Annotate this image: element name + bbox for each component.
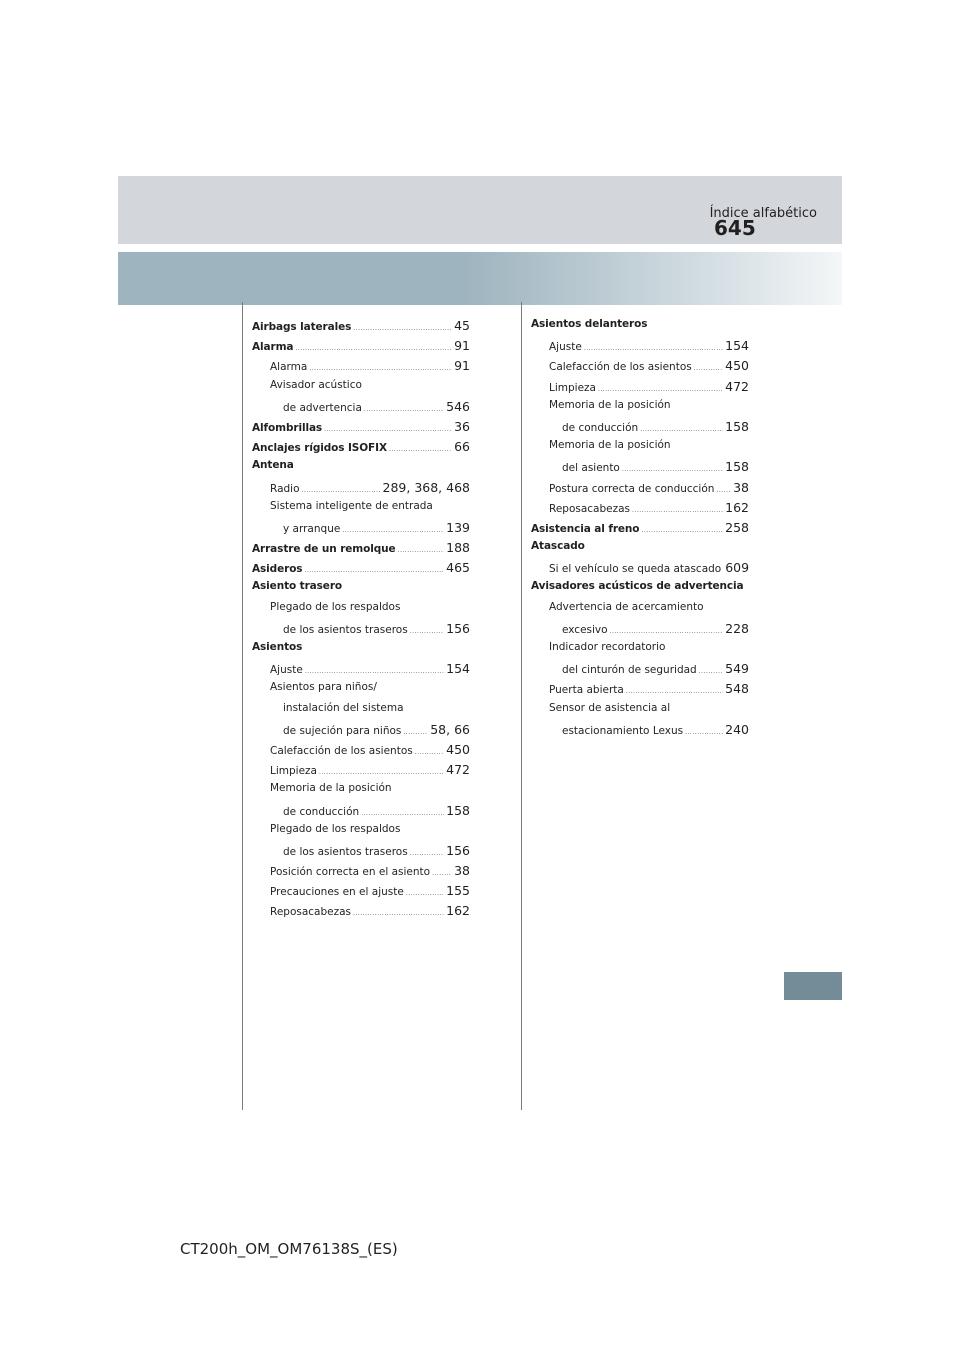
index-entry-label: Ajuste — [549, 341, 582, 354]
index-entry-label: Ajuste — [270, 664, 303, 677]
index-entry-page: 546 — [446, 398, 470, 414]
index-entry — [531, 399, 749, 419]
dot-leader — [406, 890, 444, 897]
index-entry — [252, 580, 470, 600]
index-entry-label: Radio — [270, 482, 300, 495]
index-entry — [531, 379, 749, 399]
index-entry — [252, 540, 470, 560]
index-entry-label: Precauciones en el ajuste — [270, 886, 404, 899]
index-entry-page: 38 — [454, 863, 470, 879]
index-entry — [531, 641, 749, 661]
dot-leader — [640, 426, 723, 433]
index-entry-page: 139 — [446, 519, 470, 535]
index-entry-label: de advertencia — [283, 401, 362, 414]
index-entry — [531, 661, 749, 681]
index-entry-page: 188 — [446, 540, 470, 556]
index-entry-label: Advertencia de acercamiento — [549, 600, 704, 613]
index-entry — [531, 459, 749, 479]
index-column-right — [531, 318, 749, 742]
index-entry-label: Si el vehículo se queda atascado — [549, 563, 722, 576]
index-entry — [252, 500, 470, 520]
index-entry — [252, 823, 470, 843]
index-entry-label: Plegado de los respaldos — [270, 600, 401, 613]
index-entry-page: 154 — [446, 661, 470, 677]
index-entry-label: Airbags laterales — [252, 321, 352, 333]
index-entry-label: Limpieza — [549, 381, 596, 394]
index-entry — [252, 641, 470, 661]
index-entry — [531, 480, 749, 500]
index-entry-page: 548 — [725, 681, 749, 697]
index-entry — [531, 500, 749, 520]
index-entry — [252, 520, 470, 540]
index-entry-page: 549 — [725, 661, 749, 677]
index-entry — [531, 580, 749, 600]
index-entry — [252, 480, 470, 500]
dot-leader — [353, 325, 452, 332]
index-entry-label: Calefacción de los asientos — [270, 744, 413, 757]
index-entry-label: Atascado — [531, 540, 585, 553]
index-entry-label: de conducción — [562, 421, 639, 434]
index-entry — [252, 621, 470, 641]
dot-leader — [319, 769, 444, 776]
index-entry-label: estacionamiento Lexus — [562, 724, 684, 737]
header-title: Índice alfabético — [709, 206, 817, 221]
index-entry — [531, 318, 749, 338]
index-entry-label: y arranque — [283, 522, 341, 535]
index-entry-label: Reposacabezas — [549, 502, 631, 515]
index-entry-page: 472 — [725, 378, 749, 394]
index-entry-label: Asientos — [252, 641, 303, 653]
index-entry-page: 156 — [446, 842, 470, 858]
index-entry-label: de conducción — [283, 805, 360, 818]
index-entry-page: 472 — [446, 762, 470, 778]
index-entry-label: Avisador acústico — [270, 378, 362, 391]
dot-leader — [403, 729, 428, 736]
dot-leader — [389, 446, 452, 453]
index-entry-label: del cinturón de seguridad — [562, 664, 697, 677]
dot-leader — [632, 507, 723, 514]
index-entry — [252, 863, 470, 883]
dot-leader — [598, 386, 723, 393]
index-entry-label: de los asientos traseros — [283, 845, 408, 858]
index-entry-label: Alfombrillas — [252, 421, 323, 434]
index-entry — [252, 883, 470, 903]
dot-leader — [342, 527, 444, 534]
index-entry — [531, 419, 749, 439]
index-entry-label: Calefacción de los asientos — [549, 361, 692, 374]
index-entry — [531, 722, 749, 742]
index-entry-label: Indicador recordatorio — [549, 641, 666, 653]
dot-leader — [304, 567, 444, 574]
index-entry — [252, 681, 470, 701]
index-entry — [252, 439, 470, 459]
index-entry-page: 450 — [446, 741, 470, 757]
index-entry — [252, 338, 470, 358]
index-entry — [252, 843, 470, 863]
index-entry-page: 58, 66 — [430, 721, 470, 737]
index-entry — [252, 601, 470, 621]
index-entry — [252, 803, 470, 823]
index-entry — [252, 742, 470, 762]
index-entry-page: 228 — [725, 620, 749, 636]
index-entry — [252, 782, 470, 802]
dot-leader — [410, 850, 444, 857]
index-entry-label: Memoria de la posición — [270, 782, 392, 795]
index-entry — [531, 520, 749, 540]
index-entry-page: 158 — [725, 459, 749, 475]
index-entry-label: Memoria de la posición — [549, 439, 671, 452]
index-entry-label: Reposacabezas — [270, 906, 352, 919]
index-entry-label: Asientos delanteros — [531, 318, 648, 330]
index-entry-page: 36 — [454, 418, 470, 434]
dot-leader — [610, 628, 724, 635]
index-entry — [252, 661, 470, 681]
index-entry-page: 158 — [725, 418, 749, 434]
index-entry — [252, 358, 470, 378]
index-entry-label: de los asientos traseros — [283, 623, 408, 636]
dot-leader — [432, 870, 452, 877]
index-entry-page: 45 — [454, 318, 470, 333]
decorative-band — [118, 252, 842, 305]
dot-leader — [324, 426, 452, 433]
index-entry-page: 156 — [446, 620, 470, 636]
dot-leader — [398, 547, 445, 554]
index-entry-label: Sensor de asistencia al — [549, 701, 671, 714]
index-entry-label: Asistencia al freno — [531, 522, 640, 535]
index-entry-page: 465 — [446, 560, 470, 576]
index-entry — [252, 318, 470, 338]
column-divider-right — [521, 302, 522, 1110]
index-entry — [531, 439, 749, 459]
document-code: CT200h_OM_OM76138S_(ES) — [180, 1240, 398, 1258]
index-entry-page: 155 — [446, 883, 470, 899]
index-entry-page: 91 — [454, 358, 470, 374]
dot-leader — [685, 729, 723, 736]
dot-leader — [584, 345, 723, 352]
index-entry-label: del asiento — [562, 462, 620, 475]
index-entry — [252, 419, 470, 439]
index-entry-label: instalación del sistema — [283, 701, 404, 714]
index-entry — [252, 399, 470, 419]
index-entry — [531, 621, 749, 641]
index-entry-page: 38 — [733, 479, 749, 495]
index-entry-label: Asideros — [252, 563, 303, 576]
index-column-left — [252, 318, 470, 924]
index-entry-label: Asiento trasero — [252, 580, 343, 593]
index-entry — [531, 540, 749, 560]
dot-leader — [622, 466, 723, 473]
dot-leader — [410, 628, 444, 635]
index-entry-label: Limpieza — [270, 765, 317, 778]
column-divider-left — [242, 302, 243, 1110]
index-entry-label: Puerta abierta — [549, 684, 624, 697]
index-entry-label: Alarma — [252, 341, 294, 354]
index-entry-label: excesivo — [562, 623, 608, 636]
index-entry-label: Alarma — [270, 361, 308, 374]
index-entry-page: 158 — [446, 802, 470, 818]
dot-leader — [302, 487, 381, 494]
index-entry-page: 154 — [725, 338, 749, 354]
index-entry-label: Avisadores acústicos de advertencia — [531, 580, 744, 593]
index-entry — [531, 702, 749, 722]
index-entry-label: Memoria de la posición — [549, 398, 671, 411]
index-entry-label: Asientos para niños/ — [270, 681, 377, 694]
dot-leader — [309, 365, 452, 372]
index-entry — [531, 560, 749, 580]
index-entry-label: Antena — [252, 459, 294, 472]
dot-leader — [626, 688, 723, 695]
index-entry-page: 162 — [446, 903, 470, 919]
dot-leader — [295, 345, 452, 352]
dot-leader — [305, 668, 444, 675]
index-entry-label: Anclajes rígidos ISOFIX — [252, 442, 387, 455]
dot-leader — [694, 365, 723, 372]
index-entry — [531, 338, 749, 358]
dot-leader — [364, 406, 444, 413]
index-entry — [252, 459, 470, 479]
index-entry-label: Sistema inteligente de entrada — [270, 499, 433, 512]
index-entry — [252, 722, 470, 742]
index-entry — [531, 681, 749, 701]
index-entry-label: Posición correcta en el asiento — [270, 866, 431, 879]
index-entry — [252, 702, 470, 722]
index-entry-page: 289, 368, 468 — [382, 479, 470, 495]
index-entry-label: Arrastre de un remolque — [252, 543, 396, 556]
index-entry-label: Plegado de los respaldos — [270, 822, 401, 835]
dot-leader — [353, 910, 444, 917]
index-entry — [252, 560, 470, 580]
index-entry — [252, 379, 470, 399]
index-entry-page: 66 — [454, 439, 470, 455]
index-entry-page: 258 — [725, 519, 749, 535]
index-entry — [531, 358, 749, 378]
index-entry-page: 162 — [725, 499, 749, 515]
index-entry — [252, 762, 470, 782]
index-entry-page: 450 — [725, 358, 749, 374]
dot-leader — [415, 749, 444, 756]
index-entry-page: 91 — [454, 338, 470, 354]
dot-leader — [716, 487, 731, 494]
index-entry-page: 609 — [725, 560, 750, 576]
dot-leader — [361, 810, 444, 817]
index-entry-page: 240 — [725, 721, 749, 737]
index-entry — [252, 903, 470, 923]
dot-leader — [699, 668, 723, 675]
index-entry — [531, 601, 749, 621]
index-entry-label: Postura correcta de conducción — [549, 482, 715, 495]
page-number: 645 — [714, 216, 756, 240]
section-tab — [784, 972, 842, 1000]
dot-leader — [641, 527, 723, 534]
index-entry-label: de sujeción para niños — [283, 724, 402, 737]
